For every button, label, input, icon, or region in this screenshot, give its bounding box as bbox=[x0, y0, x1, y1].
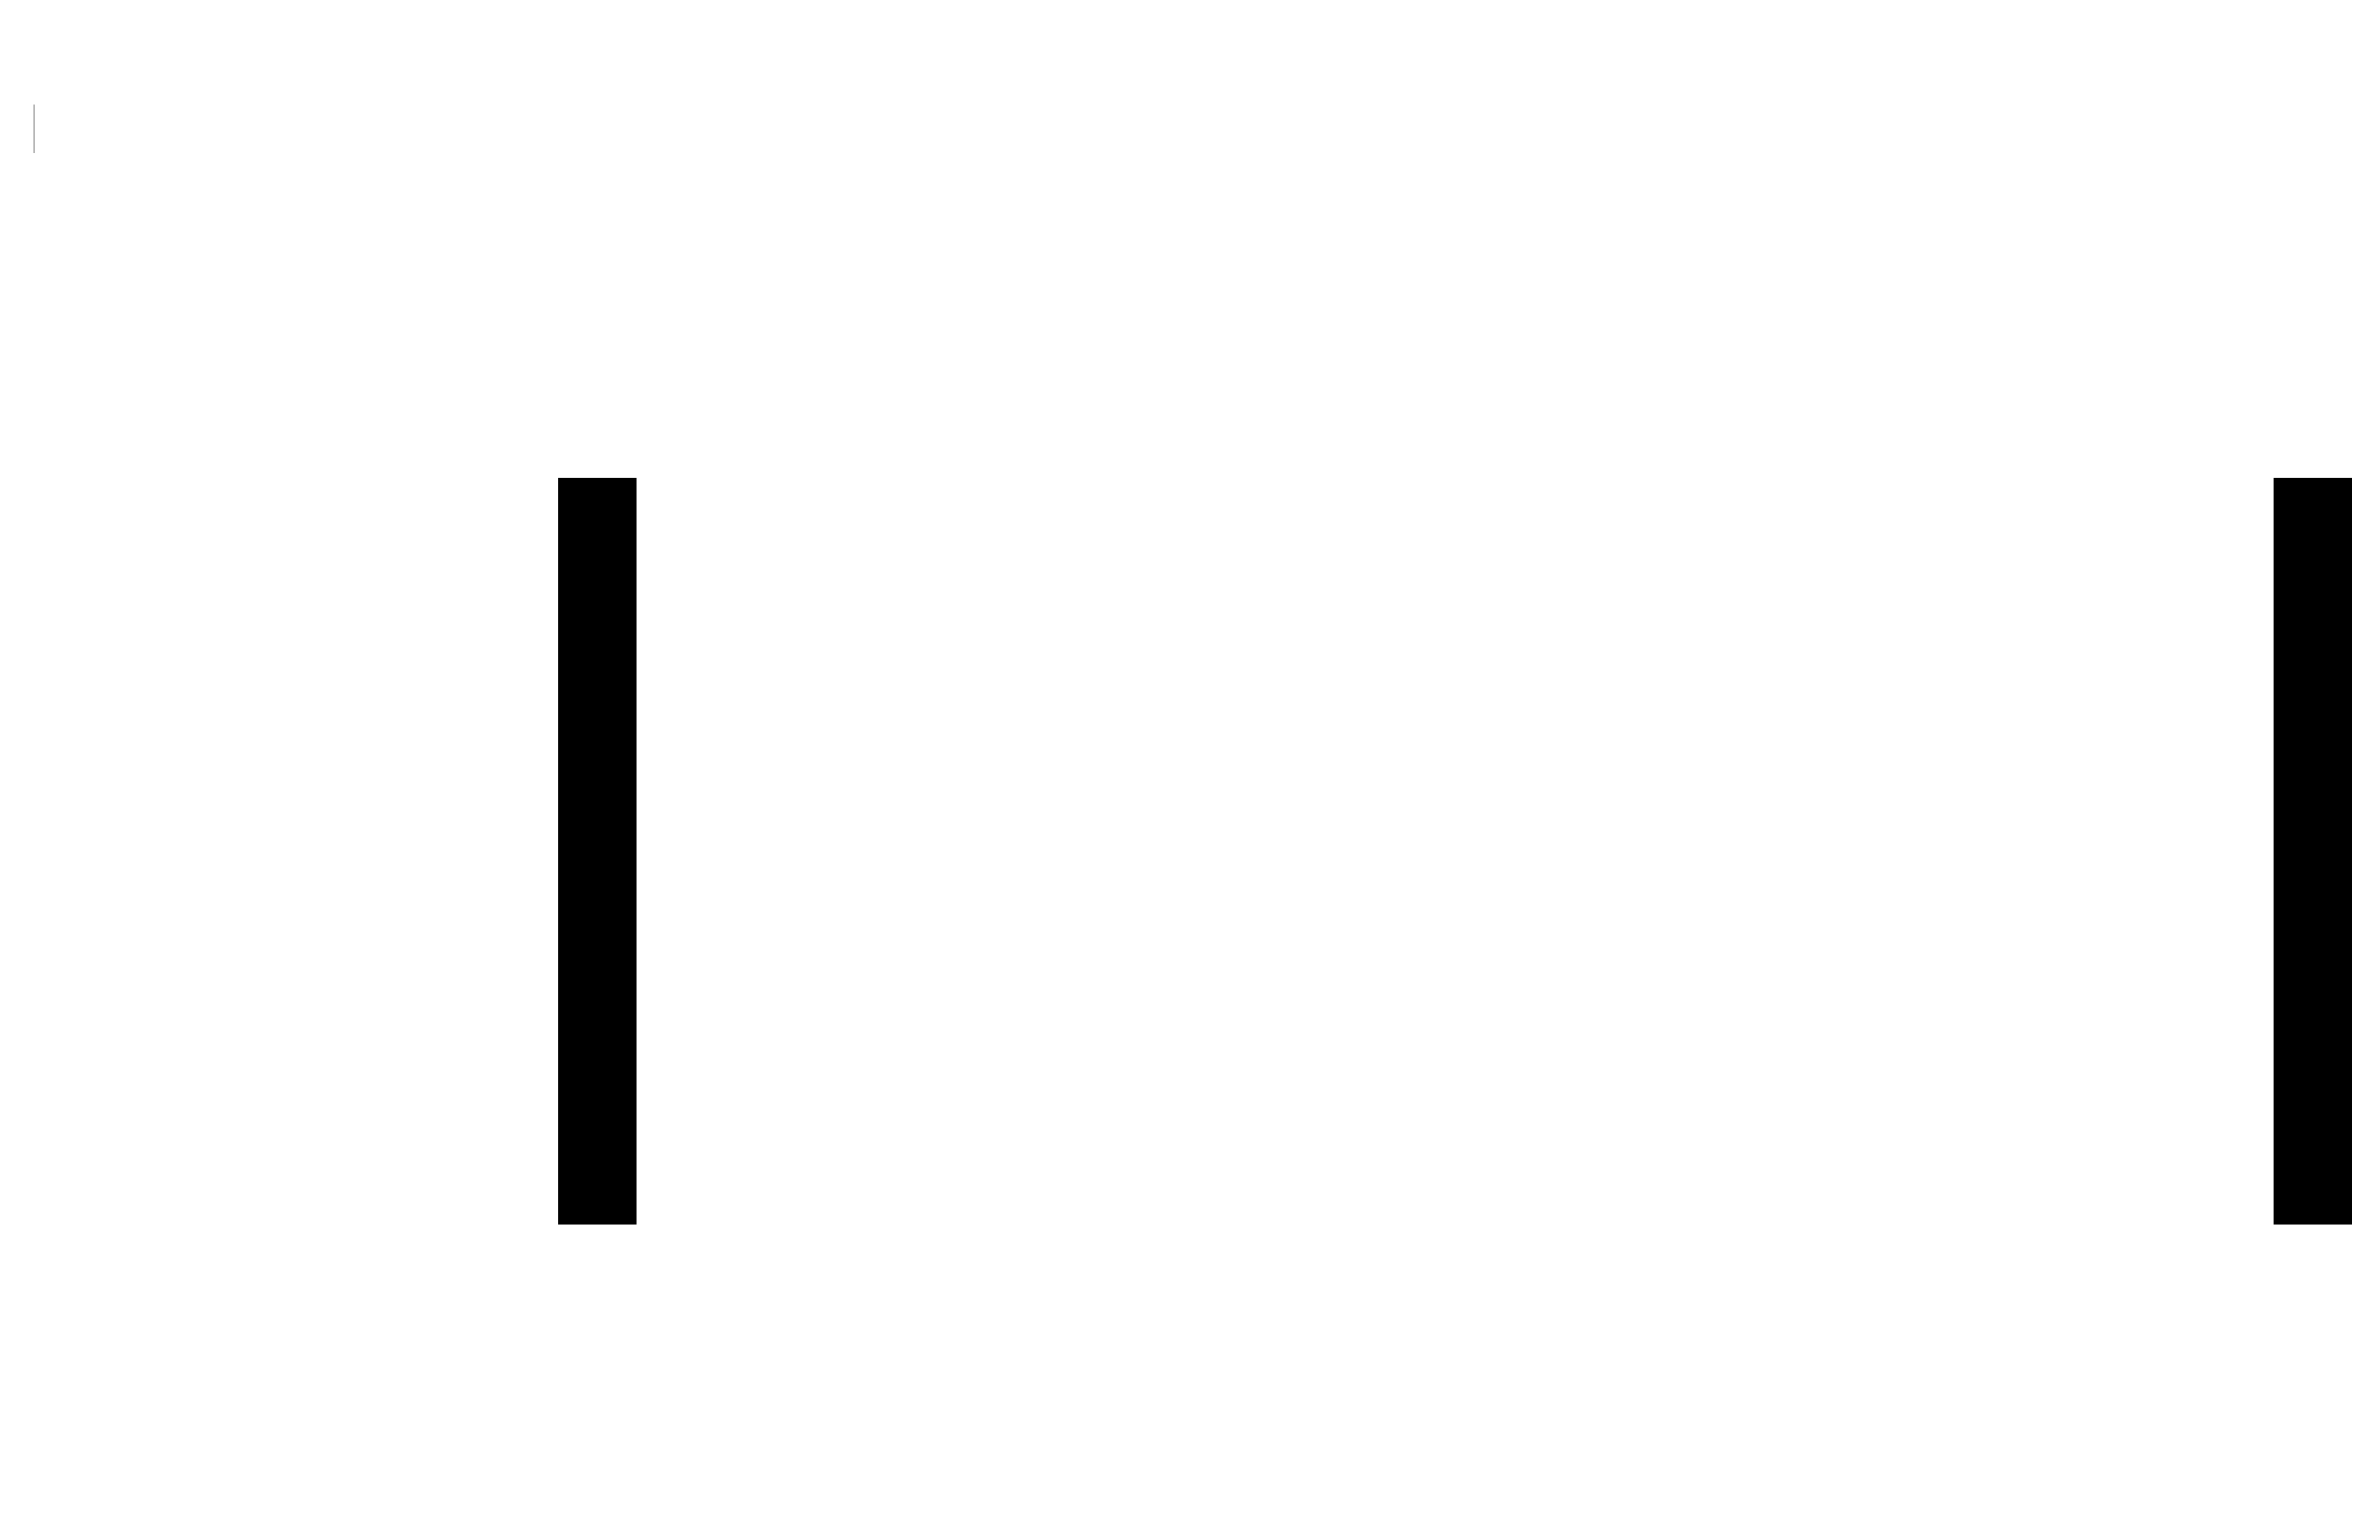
spreadsheet bbox=[34, 105, 2352, 153]
confidential-band-right bbox=[2274, 478, 2352, 1225]
confidential-band-left bbox=[558, 478, 637, 1225]
sheet-title bbox=[34, 105, 2352, 153]
